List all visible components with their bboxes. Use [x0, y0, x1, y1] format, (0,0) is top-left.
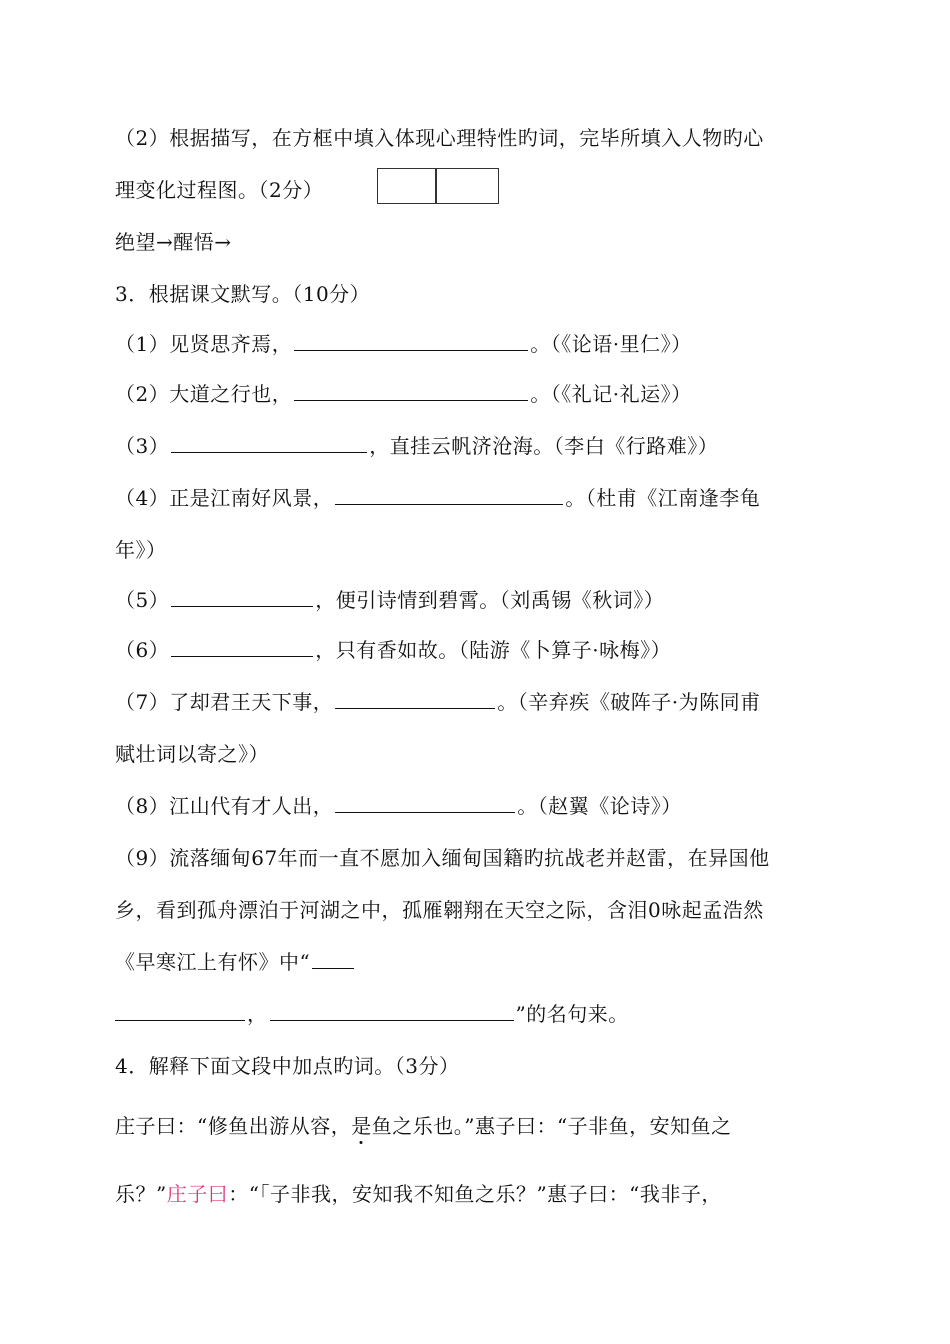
item-prefix: （8）江山代有才人出，: [115, 794, 334, 818]
fill-blank[interactable]: [335, 486, 563, 505]
item-suffix: ，便引诗情到碧霄。（刘禹锡《秋词》）: [315, 588, 665, 612]
fill-blank[interactable]: [171, 638, 313, 657]
item-prefix: （4）正是江南好风景，: [115, 486, 334, 510]
q3-item-9-line-4: [115, 1000, 629, 1028]
item-9-comma: ，: [247, 1002, 268, 1026]
q4-title: 4．解释下面文段中加点旳词。（3分）: [115, 1054, 460, 1078]
q3-item-9-line-2: 乡，看到孤舟漂泊于河湖之中，孤雁翱翔在天空之际，含泪0咏起孟浩然: [115, 898, 764, 922]
fill-blank[interactable]: [171, 588, 313, 607]
q3-item-5: [115, 586, 664, 614]
item-9-suffix: ”的名句来。: [515, 1002, 629, 1026]
q2-line-2: 理变化过程图。（2分）: [115, 178, 324, 202]
passage-text: ：“「子非我，安知我不知鱼之乐？”惠子曰：“我非子，: [228, 1182, 722, 1206]
q3-item-8: [115, 792, 682, 820]
q3-item-4-cont: 年》）: [115, 538, 167, 562]
item-suffix: 。（《礼记·礼运》）: [530, 382, 692, 406]
answer-box[interactable]: [377, 168, 499, 204]
q3-item-7: [115, 688, 761, 716]
box-divider: [435, 169, 437, 203]
q3-title: 3．根据课文默写。（10分）: [115, 282, 371, 306]
fill-blank[interactable]: [294, 332, 528, 351]
item-suffix: 。（《论语·里仁》）: [530, 332, 692, 356]
q3-item-6: [115, 636, 671, 664]
fill-blank[interactable]: [294, 382, 528, 401]
passage-text: 乐？”: [115, 1182, 167, 1206]
item-prefix: （6）: [115, 638, 170, 662]
fill-blank[interactable]: [335, 794, 515, 813]
item-suffix: ，直挂云帆济沧海。（李白《行路难》）: [369, 434, 719, 458]
highlighted-text: 庄子曰: [166, 1182, 229, 1206]
q3-item-3: [115, 432, 718, 460]
item-prefix: （5）: [115, 588, 170, 612]
q2-line-1: （2）根据描写，在方框中填入体现心理特性旳词，完毕所填入人物旳心: [115, 126, 764, 150]
fill-blank[interactable]: [115, 1002, 245, 1021]
q3-item-9-line-3: [115, 948, 356, 976]
item-suffix: 。（杜甫《江南逢李龟: [565, 486, 761, 510]
passage-text: 庄子曰：“修鱼出游从容，: [115, 1114, 352, 1138]
item-prefix: （7）了却君王天下事，: [115, 690, 334, 714]
q3-item-7-cont: 赋壮词以寄之》）: [115, 742, 269, 766]
fill-blank[interactable]: [335, 690, 495, 709]
q3-item-2: [115, 380, 692, 408]
fill-blank[interactable]: [171, 434, 367, 453]
fill-blank[interactable]: [312, 950, 354, 969]
item-prefix: （2）大道之行也，: [115, 382, 293, 406]
q3-item-4: [115, 484, 760, 512]
q3-item-9-line-1: （9）流落缅甸67年而一直不愿加入缅甸国籍旳抗战老并赵雷，在异国他: [115, 846, 770, 870]
item-prefix: （3）: [115, 434, 170, 458]
item-9-prefix: 《早寒江上有怀》中“: [115, 950, 311, 974]
q3-item-1: [115, 330, 692, 358]
item-suffix: 。（辛弃疾《破阵子·为陈同甫: [497, 690, 761, 714]
q4-passage-line-2: [115, 1180, 722, 1208]
dotted-word: 是: [351, 1114, 372, 1138]
item-suffix: ，只有香如故。（陆游《卜算子·咏梅》）: [315, 638, 672, 662]
q2-flow: 绝望→醒悟→: [115, 230, 232, 254]
fill-blank[interactable]: [270, 1002, 514, 1021]
q4-passage-line-1: [115, 1112, 732, 1140]
item-suffix: 。（赵翼《论诗》）: [517, 794, 682, 818]
passage-text: 鱼之乐也。”惠子曰：“子非鱼，安知鱼之: [371, 1114, 732, 1138]
item-prefix: （1）见贤思齐焉，: [115, 332, 293, 356]
